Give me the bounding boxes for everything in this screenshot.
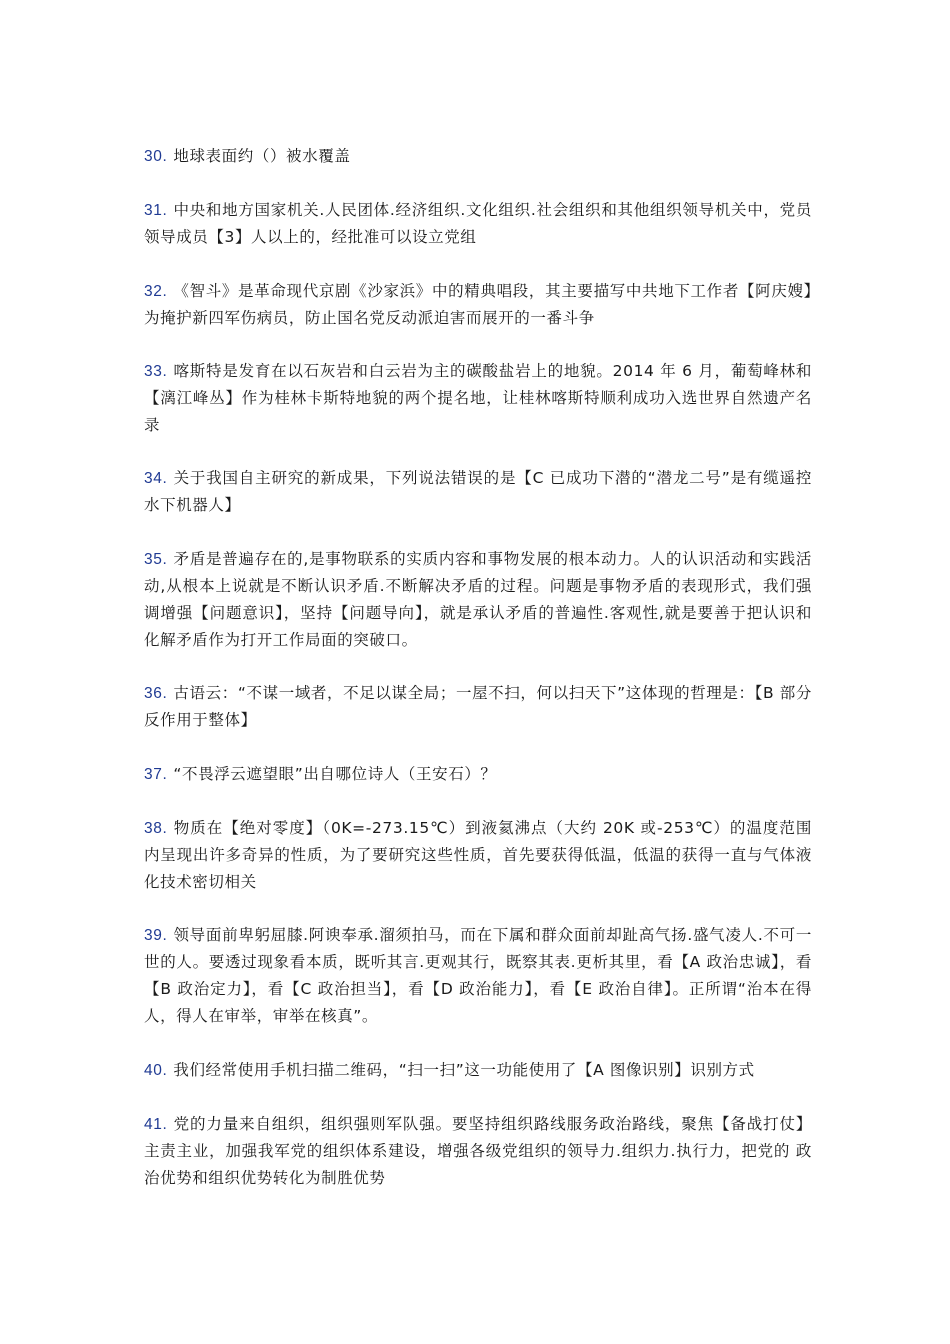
question-text: 喀斯特是发育在以石灰岩和白云岩为主的碳酸盐岩上的地貌。2014 年 6 月，葡萄峰林和【漓江峰丛】作为桂林卡斯特地貌的两个提名地，让桂林喀斯特顺利成功入选世界自然遗产名录: [144, 362, 812, 434]
question-number: 40.: [144, 1062, 168, 1079]
question-number: 36.: [144, 685, 168, 702]
question-36: [144, 680, 812, 734]
question-number: 32.: [144, 283, 168, 300]
question-41: [144, 1111, 812, 1192]
question-38: [144, 815, 812, 896]
question-34: [144, 465, 812, 519]
question-text: “不畏浮云遮望眼”出自哪位诗人（王安石）？: [173, 765, 497, 783]
question-33: [144, 358, 812, 439]
question-number: 35.: [144, 551, 168, 568]
question-text: 《智斗》是革命现代京剧《沙家浜》中的精典唱段，其主要描写中共地下工作者【阿庆嫂】为掩护新四军伤病员，防止国名党反动派迫害而展开的一番斗争: [144, 282, 812, 327]
question-number: 33.: [144, 363, 168, 380]
question-number: 39.: [144, 927, 168, 944]
question-text: 领导面前卑躬屈膝.阿谀奉承.溜须拍马，而在下属和群众面前却趾高气扬.盛气凌人.不可一世的人。要透过现象看本质，既听其言.更观其行，既察其表.更析其里，看【A 政治忠诚】，看【B 政治定力】，看【C 政治担当】，看【D 政治能力】，看【E 政治自律】。正所谓“治本在得人，得人在审举，审举在核真”。: [144, 926, 812, 1025]
question-40: [144, 1057, 812, 1084]
question-text: 古语云：“不谋一域者，不足以谋全局；一屋不扫，何以扫天下”这体现的哲理是：【B 部分反作用于整体】: [144, 684, 812, 729]
question-39: [144, 922, 812, 1030]
question-number: 30.: [144, 148, 168, 165]
question-35: [144, 546, 812, 654]
question-number: 41.: [144, 1116, 168, 1133]
question-31: [144, 197, 812, 251]
question-number: 34.: [144, 470, 168, 487]
question-text: 党的力量来自组织，组织强则军队强。要坚持组织路线服务政治路线，聚焦【备战打仗】主责主业，加强我军党的组织体系建设，增强各级党组织的领导力.组织力.执行力，把党的 政治优势和组织优势转化为制胜优势: [144, 1115, 812, 1187]
question-32: [144, 278, 812, 332]
question-number: 37.: [144, 766, 168, 783]
question-text: 关于我国自主研究的新成果，下列说法错误的是【C 已成功下潜的“潜龙二号”是有缆遥控水下机器人】: [144, 469, 812, 514]
question-37: [144, 761, 812, 788]
question-30: [144, 143, 812, 170]
question-text: 地球表面约（）被水覆盖: [173, 147, 351, 165]
question-text: 中央和地方国家机关.人民团体.经济组织.文化组织.社会组织和其他组织领导机关中，党员领导成员【3】人以上的，经批准可以设立党组: [144, 201, 812, 246]
question-text: 我们经常使用手机扫描二维码，“扫一扫”这一功能使用了【A 图像识别】识别方式: [173, 1061, 755, 1079]
question-number: 38.: [144, 820, 168, 837]
question-text: 物质在【绝对零度】（0K=-273.15℃）到液氦沸点（大约 20K 或-253℃）的温度范围内呈现出许多奇异的性质，为了要研究这些性质，首先要获得低温，低温的获得一直与气体液化技术密切相关: [144, 819, 812, 891]
question-number: 31.: [144, 202, 168, 219]
question-text: 矛盾是普遍存在的,是事物联系的实质内容和事物发展的根本动力。人的认识活动和实践活动,从根本上说就是不断认识矛盾.不断解决矛盾的过程。问题是事物矛盾的表现形式，我们强调增强【问题意识】，坚持【问题导向】，就是承认矛盾的普遍性.客观性,就是要善于把认识和化解矛盾作为打开工作局面的突破口。: [144, 550, 812, 649]
